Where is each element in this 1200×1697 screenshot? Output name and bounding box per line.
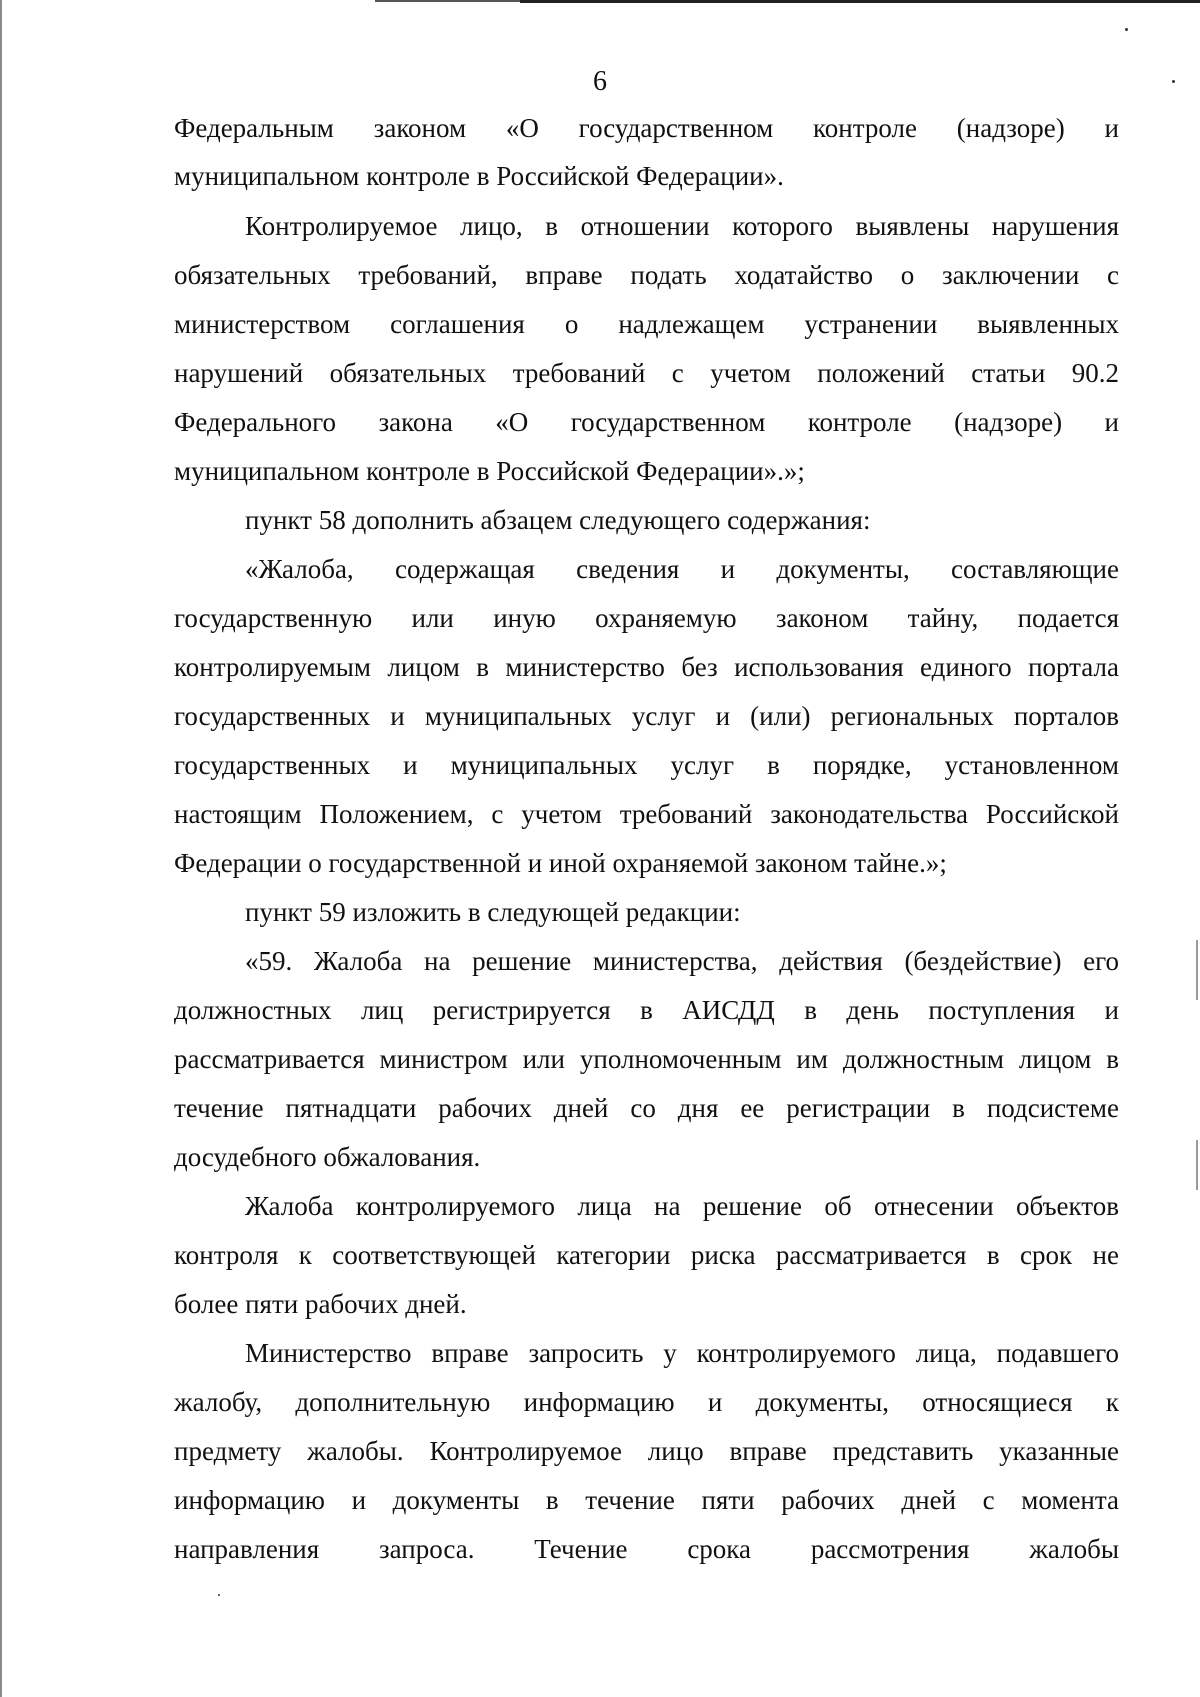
text-line: министерством соглашения о надлежащем устранении выявленных xyxy=(174,309,1119,339)
text-line: предмету жалобы. Контролируемое лицо вправе представить указанные xyxy=(174,1436,1119,1466)
text-line: Федерального закона «О государственном контроле (надзоре) и xyxy=(174,407,1119,437)
text-line: жалобу, дополнительную информацию и документы, относящиеся к xyxy=(174,1387,1119,1417)
text-line: настоящим Положением, с учетом требований законодательства Российской xyxy=(174,799,1119,829)
text-line: государственную или иную охраняемую законом тайну, подается xyxy=(174,603,1119,633)
text-line: Федеральным законом «О государственном контроле (надзоре) и xyxy=(174,113,1119,143)
text-line: пункт 58 дополнить абзацем следующего содержания: xyxy=(245,505,871,535)
text-line: Контролируемое лицо, в отношении которого выявлены нарушения xyxy=(245,211,1119,241)
text-line: государственных и муниципальных услуг и (или) региональных порталов xyxy=(174,701,1119,731)
text-line: информацию и документы в течение пяти рабочих дней с момента xyxy=(174,1485,1119,1515)
text-line: Министерство вправе запросить у контролируемого лица, подавшего xyxy=(245,1338,1119,1368)
scan-right-mark xyxy=(1196,1140,1198,1190)
scan-speck xyxy=(1125,28,1128,31)
text-line: муниципальном контроле в Российской Федерации».»; xyxy=(174,456,805,486)
scan-speck xyxy=(218,1594,220,1596)
text-line: «59. Жалоба на решение министерства, действия (бездействие) его xyxy=(245,946,1119,976)
scan-left-edge xyxy=(0,0,2,1697)
text-line: нарушений обязательных требований с учетом положений статьи 90.2 xyxy=(174,358,1119,388)
text-line: должностных лиц регистрируется в АИСДД в день поступления и xyxy=(174,995,1119,1025)
text-line: государственных и муниципальных услуг в порядке, установленном xyxy=(174,750,1119,780)
text-line: досудебного обжалования. xyxy=(174,1142,481,1172)
text-line: направления запроса. Течение срока рассмотрения жалобы xyxy=(174,1534,1119,1564)
text-line: муниципальном контроле в Российской Федерации». xyxy=(174,161,784,191)
text-line: более пяти рабочих дней. xyxy=(174,1289,467,1319)
page-number: 6 xyxy=(593,66,607,97)
scan-right-mark xyxy=(1196,940,1198,1000)
text-line: течение пятнадцати рабочих дней со дня ее регистрации в подсистеме xyxy=(174,1093,1119,1123)
text-line: «Жалоба, содержащая сведения и документы, составляющие xyxy=(245,554,1119,584)
text-line: контроля к соответствующей категории риска рассматривается в срок не xyxy=(174,1240,1119,1270)
text-line: контролируемым лицом в министерство без использования единого портала xyxy=(174,652,1119,682)
text-line: Жалоба контролируемого лица на решение об отнесении объектов xyxy=(245,1191,1119,1221)
text-line: обязательных требований, вправе подать ходатайство о заключении с xyxy=(174,260,1119,290)
scan-top-edge-dark xyxy=(520,0,1200,3)
text-line: Федерации о государственной и иной охраняемой законом тайне.»; xyxy=(174,848,947,878)
text-line: рассматривается министром или уполномоченным им должностным лицом в xyxy=(174,1044,1119,1074)
text-line: пункт 59 изложить в следующей редакции: xyxy=(245,897,741,927)
